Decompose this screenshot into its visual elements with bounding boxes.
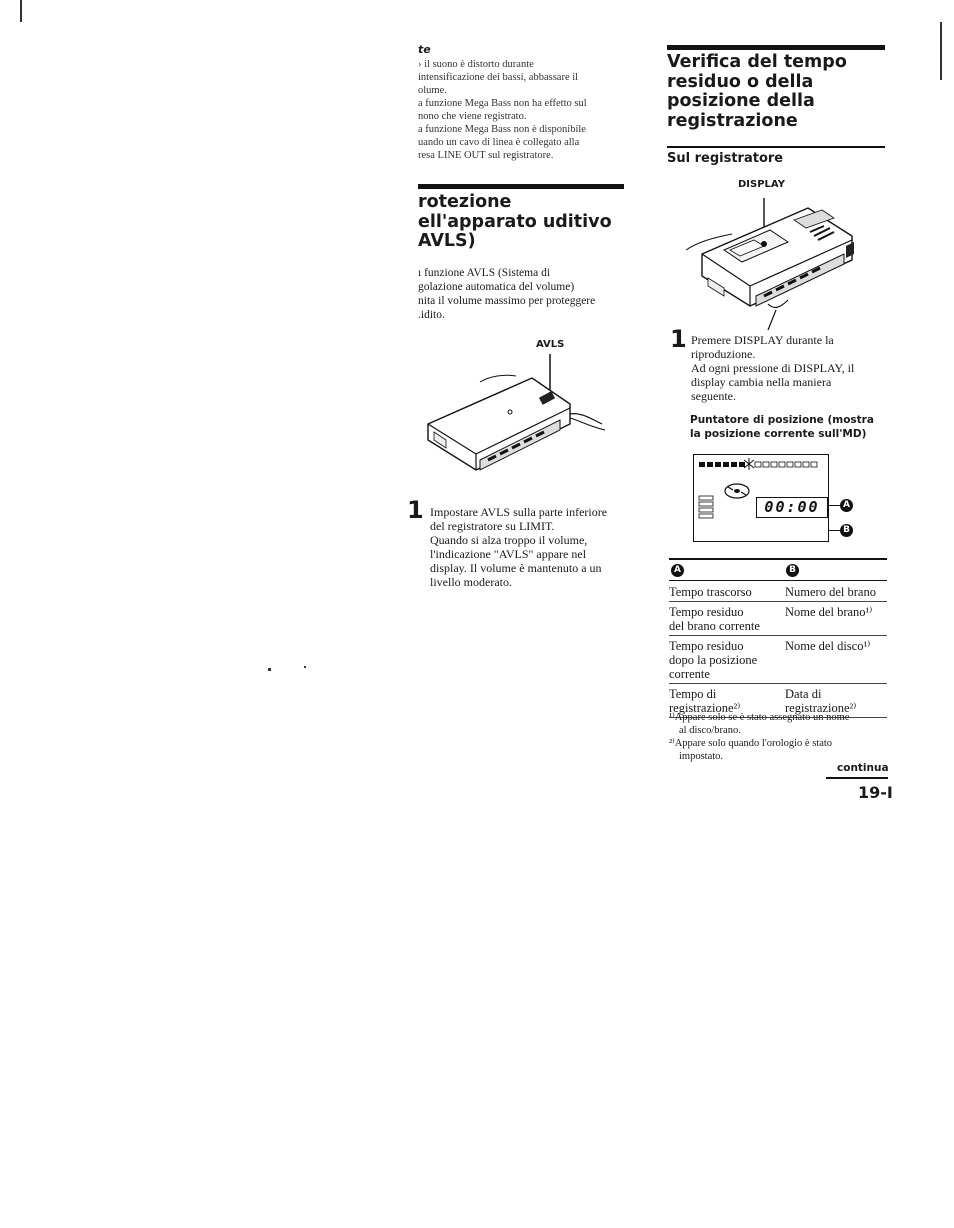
marker-b: B bbox=[840, 524, 853, 537]
time-readout: 00:00 bbox=[764, 498, 820, 516]
lcd-display bbox=[693, 454, 829, 542]
avls-intro: ı funzione AVLS (Sistema di golazione automatica del volume) nita il volume massimo per proteggere .idito. bbox=[418, 267, 596, 321]
position-pointer-bar bbox=[697, 458, 825, 470]
footnote-2: ²⁾Appare solo quando l'orologio è stato bbox=[669, 738, 833, 749]
disc-icon bbox=[722, 481, 752, 501]
verify-subheading: Sul registratore bbox=[667, 151, 784, 166]
scan-dot bbox=[268, 668, 271, 671]
table-top-rule bbox=[669, 558, 887, 560]
display-figure-label: DISPLAY bbox=[738, 179, 785, 190]
table-header-b: B bbox=[786, 564, 799, 577]
list-icon bbox=[698, 495, 714, 521]
table-header bbox=[669, 563, 887, 579]
scan-mark-right bbox=[940, 22, 942, 80]
table-header-a: A bbox=[671, 564, 684, 577]
note-line: › il suono è distorto durante bbox=[418, 59, 534, 70]
section-rule-verify bbox=[667, 45, 885, 50]
avls-section-title: rotezione ell'apparato uditivo AVLS) bbox=[418, 192, 612, 251]
continues-rule bbox=[826, 777, 888, 779]
scan-mark-left bbox=[20, 0, 22, 22]
verify-section-title: Verifica del tempo residuo o della posizione della registrazione bbox=[667, 52, 847, 131]
position-pointer-caption: Puntatore di posizione (mostra la posizione corrente sull'MD) bbox=[690, 414, 874, 440]
display-modes-table bbox=[669, 582, 887, 718]
note-line: a funzione Mega Bass non è disponibile bbox=[418, 124, 586, 135]
note-line: a funzione Mega Bass non ha effetto sul bbox=[418, 98, 587, 109]
display-step-text: Premere DISPLAY durante la riproduzione. Ad ogni pressione di DISPLAY, il display cambia nella maniera seguente. bbox=[691, 333, 855, 403]
table-row: Tempo di registrazione²⁾ Data di registrazione²⁾ bbox=[669, 684, 887, 718]
note-block bbox=[418, 44, 648, 162]
table-row: Tempo trascorso Numero del brano bbox=[669, 582, 887, 602]
page-number: 19-I bbox=[858, 783, 893, 802]
marker-b-leader bbox=[828, 530, 840, 531]
note-line: resa LINE OUT sul registratore. bbox=[418, 150, 554, 161]
note-line: uando un cavo di linea è collegato alla bbox=[418, 137, 580, 148]
avls-figure-label: AVLS bbox=[536, 339, 565, 350]
note-line: nono che viene registrato. bbox=[418, 111, 527, 122]
note-heading: te bbox=[418, 43, 431, 56]
time-readout-box bbox=[756, 497, 828, 518]
avls-step-text: Impostare AVLS sulla parte inferiore del registratore su LIMIT. Quando si alza troppo il volume, l'indicazione "AVLS" appare nel display. Il volume è mantenuto a un livello moderato. bbox=[430, 505, 608, 589]
display-step-number: 1 bbox=[670, 325, 687, 353]
note-line: intensificazione dei bassi, abbassare il bbox=[418, 72, 579, 83]
footnote-1: ¹⁾Appare solo se è stato assegnato un nome bbox=[669, 712, 850, 723]
avls-step-number: 1 bbox=[407, 496, 424, 524]
subheading-rule bbox=[667, 146, 885, 148]
table-header-rule bbox=[669, 580, 887, 581]
avls-device-illustration bbox=[420, 352, 610, 482]
note-line: olume. bbox=[418, 85, 447, 96]
continues-label: continua bbox=[837, 762, 889, 774]
table-row: Tempo residuo del brano corrente Nome del brano¹⁾ bbox=[669, 602, 887, 636]
footnotes: ¹⁾Appare solo se è stato assegnato un nome al disco/brano. ²⁾Appare solo quando l'orologio è stato impostato. bbox=[669, 711, 889, 763]
section-rule-avls bbox=[418, 184, 624, 189]
table-row: Tempo residuo dopo la posizione corrente Nome del disco¹⁾ bbox=[669, 636, 887, 684]
marker-a: A bbox=[840, 499, 853, 512]
marker-a-leader bbox=[828, 505, 840, 506]
display-device-illustration bbox=[684, 192, 856, 332]
scan-dot bbox=[304, 666, 306, 668]
